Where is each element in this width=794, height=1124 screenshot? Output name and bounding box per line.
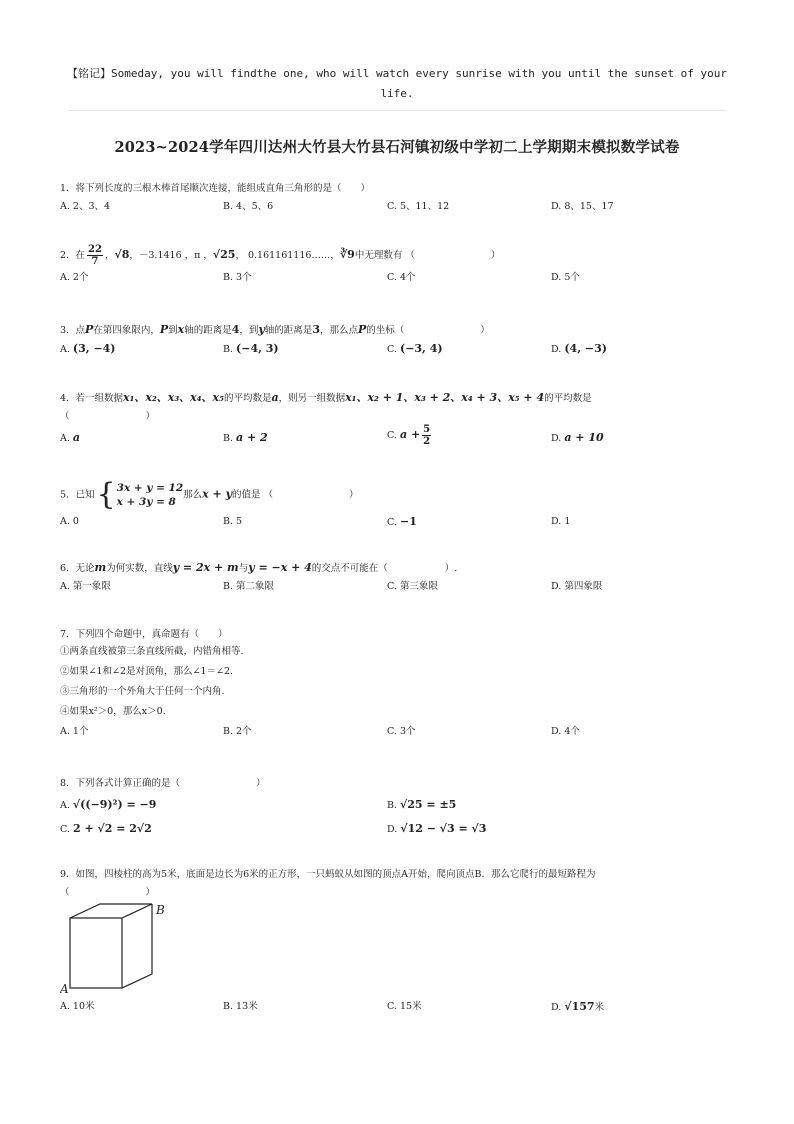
- question-4: [60, 390, 740, 454]
- question-3: [60, 322, 740, 359]
- prism-figure: [60, 902, 180, 994]
- option-a[interactable]: A. 0: [60, 516, 79, 527]
- option-d[interactable]: D. 5个: [551, 272, 580, 283]
- option-c[interactable]: C. 第三象限: [387, 581, 438, 592]
- question-4-stem-line2: （ ）: [60, 411, 156, 422]
- question-2-stem: 2．在 $\frac{22}{7}$ ，√8，－3.1416 ，π ，√25， 0.161161116……，∛9中无理数有 （ ）: [60, 244, 501, 267]
- vertex-label-b: B: [156, 903, 165, 917]
- option-c[interactable]: C. 15米: [387, 1001, 422, 1012]
- option-c[interactable]: C. 4个: [387, 272, 416, 283]
- proposition-1: ①两条直线被第三条直线所截，内错角相等.: [60, 646, 244, 657]
- option-b[interactable]: B. (−4, 3): [223, 342, 279, 355]
- question-4-stem: 4．若一组数据x₁、x₂、x₃、x₄、x₅的平均数是a，则另一组数据x₁、x₂ + 1、x₃ + 2、x₄ + 3、x₅ + 4的平均数是: [60, 391, 592, 404]
- question-3-options: [60, 341, 740, 359]
- option-a[interactable]: A. (3, −4): [60, 342, 116, 355]
- option-d[interactable]: D. 第四象限: [551, 581, 603, 592]
- option-b[interactable]: B. √25 = ±5: [387, 798, 457, 811]
- question-6: [60, 560, 740, 597]
- option-c[interactable]: C. (−3, 4): [387, 342, 443, 355]
- vertex-label-a: A: [60, 982, 69, 994]
- prism-side-edges: [122, 904, 152, 988]
- question-9: [60, 867, 740, 900]
- question-1-options: [60, 199, 740, 217]
- question-9-stem-line2: （ ）: [60, 887, 156, 898]
- question-4-options: [60, 424, 740, 454]
- option-c[interactable]: C. −1: [387, 515, 417, 528]
- question-5: [60, 477, 740, 532]
- prism-front-face: [70, 918, 122, 988]
- question-8: [60, 776, 740, 839]
- question-6-options: [60, 579, 740, 597]
- question-3-stem: 3．点P在第四象限内，P到x轴的距离是4，到y轴的距离是3，那么点P的坐标（ ）: [60, 323, 490, 336]
- option-a[interactable]: A. 2个: [60, 272, 89, 283]
- option-b[interactable]: B. 13米: [223, 1001, 258, 1012]
- option-d[interactable]: D. 1: [551, 516, 571, 527]
- proposition-4: ④如果x²＞0，那么x＞0.: [60, 706, 166, 717]
- option-c[interactable]: C. 3个: [387, 726, 416, 737]
- option-d[interactable]: D. a + 10: [551, 431, 604, 444]
- sqrt-8: √8: [114, 248, 130, 261]
- option-d[interactable]: D. 4个: [551, 726, 580, 737]
- question-9-answers: [60, 996, 740, 1017]
- option-a[interactable]: A. √((−9)²) = −9: [60, 798, 157, 811]
- cube-root-9: ∛9: [339, 248, 355, 261]
- question-5-options: [60, 514, 740, 532]
- proposition-3: ③三角形的一个外角大于任何一个内角.: [60, 686, 225, 697]
- question-9-stem: 9．如图，四棱柱的高为5米，底面是边长为6米的正方形，一只蚂蚁从如图的顶点A开始，爬向顶点B．那么它爬行的最短路程为: [60, 869, 596, 880]
- option-d[interactable]: D. √157米: [551, 1000, 605, 1013]
- option-a[interactable]: A. 2、3、4: [60, 201, 111, 212]
- question-7: [60, 627, 740, 742]
- question-8-stem: 8．下列各式计算正确的是（ ）: [60, 778, 266, 789]
- fraction-22-7: $\frac{22}{7}$: [88, 244, 102, 267]
- option-d[interactable]: D. (4, −3): [551, 342, 607, 355]
- proposition-2: ②如果∠1和∠2是对顶角，那么∠1＝∠2.: [60, 666, 234, 677]
- question-8-options-row1: [60, 797, 740, 815]
- question-1-stem: 1．将下列长度的三根木棒首尾顺次连接，能组成直角三角形的是（ ）: [60, 183, 371, 194]
- option-d[interactable]: D. √12 − √3 = √3: [387, 822, 487, 835]
- question-7-stem: 7．下列四个命题中，真命题有（ ）: [60, 629, 228, 640]
- option-c[interactable]: C. 5、11、12: [387, 201, 450, 212]
- option-b[interactable]: B. 5: [223, 516, 243, 527]
- option-b[interactable]: B. 4、5、6: [223, 201, 274, 212]
- equation-system: { 3x + y = 12 x + 3y = 8: [96, 477, 184, 512]
- sqrt-25: √25: [212, 248, 236, 261]
- option-b[interactable]: B. 3个: [223, 272, 252, 283]
- option-c[interactable]: C. a + $\frac{5}{2}$: [387, 424, 431, 447]
- motto-header: 【铭记】Someday, you will findthe one, who will watch every sunrise with you until the sunset of your life.: [67, 67, 727, 100]
- page-title: 2023~2024学年四川达州大竹县大竹县石河镇初级中学初二上学期期末模拟数学试卷: [114, 139, 680, 156]
- prism-top-face: [70, 904, 152, 918]
- option-a[interactable]: A. 1个: [60, 726, 89, 737]
- question-7-propositions: [60, 642, 740, 722]
- question-2: [60, 244, 740, 288]
- option-b[interactable]: B. 2个: [223, 726, 252, 737]
- question-2-options: [60, 270, 740, 288]
- question-8-options-row2: [60, 821, 740, 839]
- fraction-5-2: $\frac{5}{2}$: [423, 424, 431, 447]
- question-5-stem: 5．已知 { 3x + y = 12 x + 3y = 8 那么x + y的值是 （ ）: [60, 477, 359, 512]
- option-c[interactable]: C. 2 + √2 = 2√2: [60, 822, 152, 835]
- question-6-stem: 6．无论m为何实数，直线y = 2x + m与y = −x + 4的交点不可能在（ ）.: [60, 561, 458, 574]
- option-d[interactable]: D. 8、15、17: [551, 201, 614, 212]
- question-7-options: [60, 724, 740, 742]
- option-a[interactable]: A. 10米: [60, 1001, 95, 1012]
- header-divider: [68, 110, 726, 111]
- option-b[interactable]: B. 第二象限: [223, 581, 275, 592]
- option-a[interactable]: A. a: [60, 431, 81, 444]
- option-a[interactable]: A. 第一象限: [60, 581, 111, 592]
- question-9-options: [60, 999, 740, 1017]
- question-1: [60, 181, 740, 217]
- option-b[interactable]: B. a + 2: [223, 431, 268, 444]
